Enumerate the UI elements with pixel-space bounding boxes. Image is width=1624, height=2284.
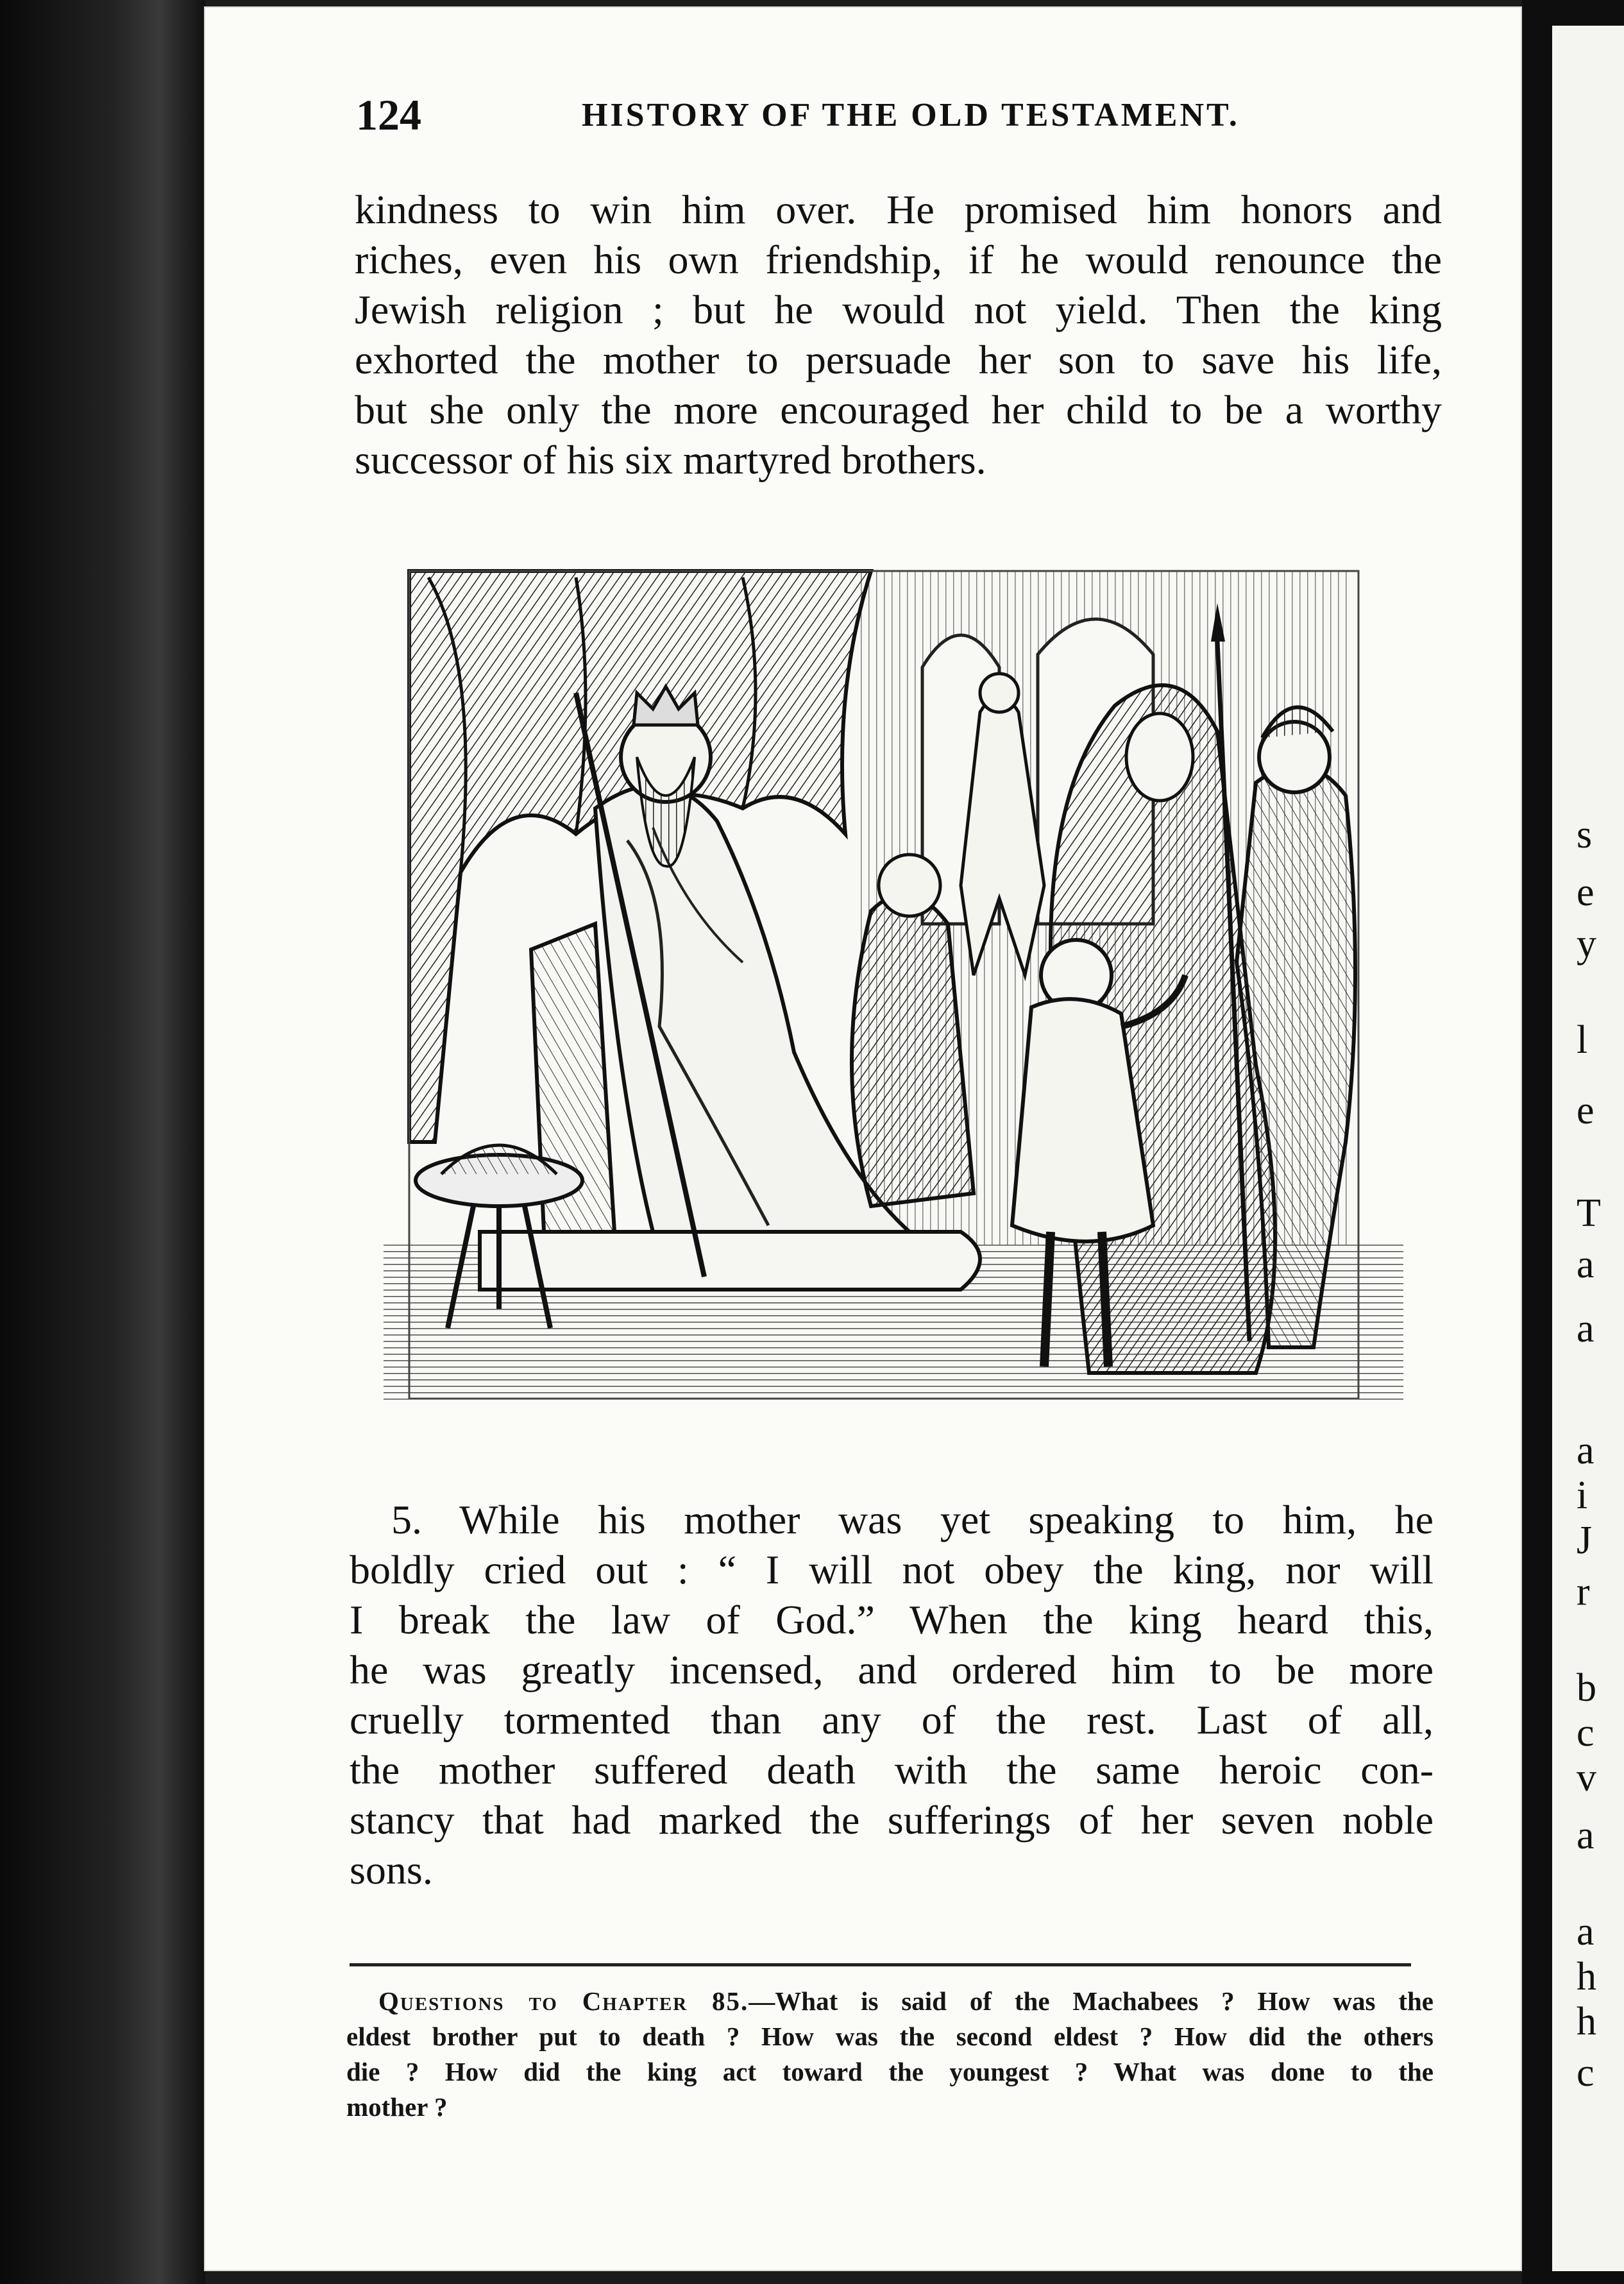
- adjacent-page-letter: a: [1577, 1307, 1594, 1351]
- text-line: the mother suffered death with the same heroic con-: [350, 1747, 1434, 1793]
- adjacent-page-letter: h: [1577, 1955, 1596, 1998]
- footnote-rule: [350, 1963, 1411, 1966]
- text-line: he was greatly incensed, and ordered him to be more: [350, 1647, 1434, 1692]
- question-line: die ? How did the king act toward the youngest ? What was done to the: [346, 2057, 1434, 2086]
- text-line: kindness to win him over. He promised him honors and: [355, 187, 1442, 232]
- engraving-king-mother-son-icon: [384, 565, 1403, 1418]
- adjacent-page-letter: l: [1577, 1018, 1588, 1062]
- running-head: HISTORY OF THE OLD TESTAMENT.: [582, 97, 1240, 133]
- page-number: 124: [356, 90, 421, 139]
- paragraph-5: [350, 1495, 1434, 1895]
- adjacent-page-letters: [1552, 26, 1624, 2271]
- text-line: I break the law of God.” When the king heard this,: [350, 1597, 1434, 1642]
- adjacent-page-letter: a: [1577, 1429, 1594, 1472]
- question-text: —What is said of the Machabees ? How was the: [749, 1986, 1434, 2016]
- question-line: [346, 1984, 1434, 2019]
- scanner-left-edge: [0, 0, 205, 2284]
- adjacent-page-edge: [1552, 26, 1624, 2271]
- adjacent-page-letter: c: [1577, 1711, 1594, 1755]
- adjacent-page-letter: e: [1577, 1089, 1594, 1132]
- adjacent-page-letter: a: [1577, 1910, 1594, 1954]
- text-line: successor of his six martyred brothers.: [355, 437, 986, 482]
- adjacent-page-letter: e: [1577, 871, 1594, 914]
- text-line: exhorted the mother to persuade her son to save his life,: [355, 337, 1442, 382]
- adjacent-page-letter: r: [1577, 1570, 1590, 1614]
- page-header: [356, 90, 1446, 148]
- text-line: cruelly tormented than any of the rest. Last of all,: [350, 1697, 1434, 1743]
- paragraph-continuation: [355, 185, 1442, 485]
- adjacent-page-letter: s: [1577, 813, 1593, 856]
- text-line: but she only the more encouraged her child to be a worthy: [355, 387, 1442, 432]
- text-line: Jewish religion ; but he would not yield. Then the king: [355, 287, 1442, 332]
- question-line: eldest brother put to death ? How was the second eldest ? How did the others: [346, 2022, 1434, 2051]
- text-line: stancy that had marked the sufferings of her seven noble: [350, 1797, 1434, 1843]
- adjacent-page-letter: v: [1577, 1756, 1596, 1800]
- adjacent-page-letter: a: [1577, 1814, 1594, 1857]
- text-line: sons.: [350, 1847, 433, 1893]
- text-line: riches, even his own friendship, if he would renounce the: [355, 237, 1442, 282]
- questions-label: Questions to Chapter 85.: [378, 1986, 749, 2016]
- text-line: boldly cried out : “ I will not obey the king, nor will: [350, 1547, 1434, 1592]
- text-line: 5. While his mother was yet speaking to him, he: [391, 1497, 1434, 1542]
- adjacent-page-letter: h: [1577, 2000, 1596, 2043]
- adjacent-page-letter: J: [1577, 1519, 1593, 1562]
- question-line: mother ?: [346, 2092, 448, 2122]
- adjacent-page-letter: T: [1577, 1191, 1601, 1235]
- adjacent-page-letter: c: [1577, 2051, 1594, 2095]
- adjacent-page-letter: y: [1577, 922, 1596, 966]
- chapter-questions: [346, 1984, 1434, 2125]
- adjacent-page-letter: a: [1577, 1243, 1594, 1286]
- adjacent-page-letter: b: [1577, 1666, 1596, 1710]
- adjacent-page-letter: i: [1577, 1474, 1588, 1517]
